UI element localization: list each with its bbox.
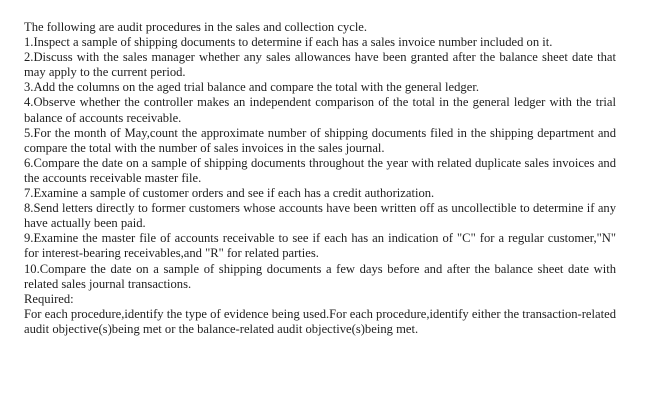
procedure-item-9: 9.Examine the master file of accounts receivable to see if each has an indication of "C" for a regular customer,"N" for interest-bearing receivables,and "R" for related parties. bbox=[24, 231, 616, 261]
procedure-item-10: 10.Compare the date on a sample of shipping documents a few days before and after the balance sheet date with related sales journal transactions. bbox=[24, 261, 616, 291]
procedure-item-8: 8.Send letters directly to former customers whose accounts have been written off as uncollectible to determine if any have actually been paid. bbox=[24, 201, 616, 231]
procedure-item-1: 1.Inspect a sample of shipping documents to determine if each has a sales invoice number included on it. bbox=[24, 35, 553, 50]
required-label: Required: bbox=[24, 291, 74, 306]
intro-text: The following are audit procedures in the sales and collection cycle. bbox=[24, 20, 368, 34]
procedure-item-4: 4.Observe whether the controller makes an independent comparison of the total in the general ledger with the trial balance of accounts receivable. bbox=[24, 95, 616, 125]
question-document bbox=[24, 20, 616, 337]
procedure-item-6: 6.Compare the date on a sample of shipping documents throughout the year with related duplicate sales invoices and the accounts receivable master file. bbox=[24, 155, 616, 185]
procedure-item-7: 7.Examine a sample of customer orders and see if each has a credit authorization. bbox=[24, 186, 435, 201]
procedure-item-3: 3.Add the columns on the aged trial balance and compare the total with the general ledger. bbox=[24, 80, 479, 95]
procedure-item-5: 5.For the month of May,count the approximate number of shipping documents filed in the shipping department and compare the total with the number of sales invoices in the sales journal. bbox=[24, 125, 616, 155]
required-text: For each procedure,identify the type of evidence being used.For each procedure,identify either the transaction-related audit objective(s)being met or the balance-related audit objective(s)being met. bbox=[24, 306, 616, 336]
procedure-item-2: 2.Discuss with the sales manager whether any sales allowances have been granted after the balance sheet date that may apply to the current period. bbox=[24, 50, 616, 80]
